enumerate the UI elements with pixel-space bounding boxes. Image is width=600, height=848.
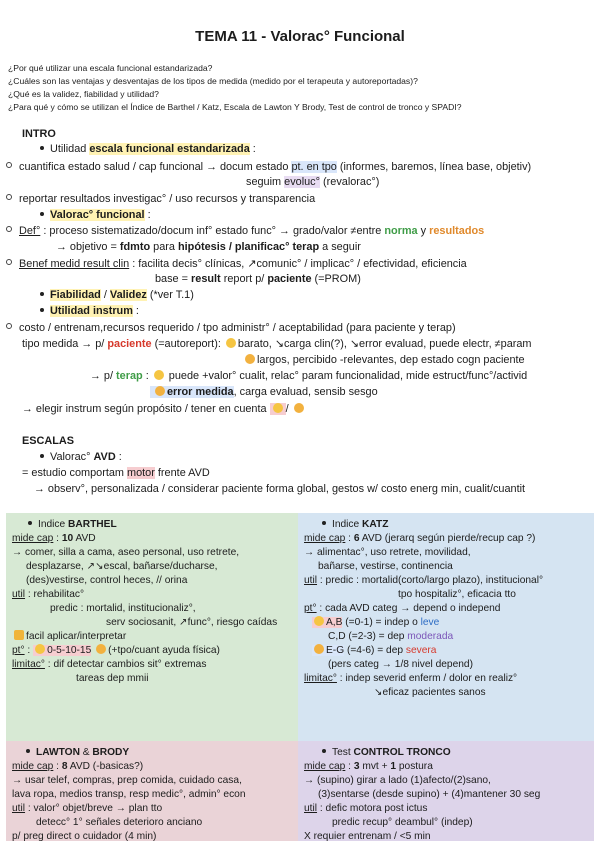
- katz-limitac: limitac° : indep severid enferm / dolor en realiz°: [304, 673, 518, 684]
- control-tronco-card: [298, 741, 594, 841]
- barthel-line: serv sociosanit, ↗func°, riesgo caídas: [106, 617, 278, 628]
- lawton-title: LAWTON & BRODY: [26, 746, 129, 760]
- intro-line-terap: → p/ terap : puede +valor° cualit, relac° param funcionalidad, mide estruct/func°/activid: [90, 370, 528, 382]
- tronco-util: util : defic motora post ictus: [304, 803, 428, 814]
- katz-mide-cap: mide cap : 6 AVD (jerarq según pierde/recup cap ?): [304, 533, 536, 544]
- katz-line: → alimentac°, uso retrete, movilidad,: [304, 547, 471, 558]
- crying-face-icon: [245, 354, 255, 364]
- question-item: ¿Cuáles son las ventajas y desventajas de los tipos de medida (medido por el terapeuta y autoreportadas)?: [8, 76, 418, 86]
- barthel-title: Indice BARTHEL: [28, 518, 117, 532]
- question-list: [8, 62, 462, 114]
- crying-face-icon: [314, 644, 324, 654]
- katz-line: bañarse, vestirse, continencia: [318, 561, 453, 572]
- katz-line: ↘eficaz pacientes sanos: [374, 687, 486, 698]
- barthel-util: util : rehabilitac°: [12, 589, 85, 600]
- tronco-line: → (supino) girar a lado (1)afecto/(2)sano,: [304, 775, 491, 786]
- intro-line-largos: largos, percibido -relevantes, dep estado cogn paciente: [243, 353, 525, 368]
- katz-util: util : predic : mortalid(corto/largo plazo), institucional°: [304, 575, 544, 586]
- crying-face-icon: [96, 644, 106, 654]
- smiling-face-icon: [154, 370, 164, 380]
- tronco-line: X requier entrenam / <5 min: [304, 831, 431, 842]
- lawton-line: lava ropa, medios transp, resp medic°, admin° econ: [12, 789, 246, 800]
- intro-line-costo: costo / entrenam,recursos requerido / tpo administr° / aceptabilidad (para paciente y terap): [6, 321, 456, 336]
- katz-line: tpo hospitaliz°, eficacia tto: [398, 589, 516, 600]
- barthel-line: tareas dep mmii: [76, 673, 149, 684]
- question-item: ¿Qué es la validez, fiabilidad y utilidad?: [8, 89, 159, 99]
- intro-bullet-utilidad: Utilidad escala funcional estandarizada :: [40, 142, 256, 157]
- question-item: ¿Para qué y cómo se utilizan el Índice de Barthel / Katz, Escala de Lawton Y Brody, Test de control de tronco y SPADI?: [8, 102, 462, 112]
- barthel-line: (des)vestirse, control heces, // orina: [26, 575, 188, 586]
- tronco-line: predic recup° deambul° (indep): [332, 817, 473, 828]
- barthel-line: → comer, silla a cama, aseo personal, uso retrete,: [12, 547, 240, 558]
- intro-line-base: base = result report p/ paciente (=PROM): [155, 273, 361, 285]
- katz-title: Indice KATZ: [322, 518, 388, 532]
- thumbs-up-icon: [14, 630, 24, 640]
- crying-face-icon: [155, 386, 165, 396]
- katz-level-leve: A,B (=0-1) = indep o leve: [312, 616, 439, 630]
- smiling-face-icon: [314, 616, 324, 626]
- intro-heading: INTRO: [22, 128, 56, 140]
- intro-bullet-utilidad-instrum: Utilidad instrum :: [40, 304, 139, 319]
- escalas-heading: ESCALAS: [22, 435, 75, 447]
- intro-line-tipo-medida: tipo medida → p/ paciente (=autoreport): barato, ↘carga clin(?), ↘error evaluad, puede electr, ≠param: [22, 338, 532, 350]
- tronco-mide-cap: mide cap : 3 mvt + 1 postura: [304, 761, 433, 772]
- question-item: ¿Por qué utilizar una escala funcional estandarizada?: [8, 63, 213, 73]
- barthel-pt: pt° : 0-5-10-15 (+tpo/cuant ayuda física): [12, 645, 220, 656]
- katz-pt: pt° : cada AVD categ → depend o independ: [304, 603, 501, 614]
- intro-line-elegir: → elegir instrum según propósito / tener en cuenta /: [22, 402, 306, 417]
- katz-level-severa: E-G (=4-6) = dep severa: [312, 644, 436, 658]
- lawton-brody-card: [6, 741, 298, 841]
- intro-line-seguim: seguim evoluc° (revalorac°): [246, 176, 380, 188]
- intro-bullet-fiabilidad: Fiabilidad / Validez (*ver T.1): [40, 288, 194, 303]
- intro-bullet-valorac: Valorac° funcional :: [40, 208, 151, 223]
- page-title: TEMA 11 - Valorac° Funcional: [195, 28, 405, 45]
- intro-line-reportar: reportar resultados investigac° / uso recursos y transparencia: [6, 192, 315, 207]
- barthel-line: desplazarse, ↗↘escal, bañarse/ducharse,: [26, 561, 218, 572]
- smiling-face-icon: [273, 403, 283, 413]
- escalas-line-estudio: = estudio comportam motor frente AVD: [22, 467, 210, 479]
- katz-card: [298, 513, 594, 741]
- barthel-line: predic : mortalid, institucionaliz°,: [50, 603, 196, 614]
- barthel-card: [6, 513, 298, 741]
- smiling-face-icon: [35, 644, 45, 654]
- lawton-line: detecc° 1° señales deterioro anciano: [36, 817, 203, 828]
- barthel-limitac: limitac° : dif detectar cambios sit° extremas: [12, 659, 207, 670]
- escalas-bullet-avd: Valorac° AVD :: [40, 450, 122, 465]
- lawton-mide-cap: mide cap : 8 AVD (-basicas?): [12, 761, 144, 772]
- intro-line-objetivo: → objetivo = fdmto para hipótesis / planificac° terap a seguir: [56, 241, 361, 253]
- lawton-util: util : valor° objet/breve → plan tto: [12, 803, 163, 814]
- katz-level-moderada: C,D (=2-3) = dep moderada: [328, 631, 454, 642]
- intro-line-cuantifica: cuantifica estado salud / cap funcional → docum estado pt. en tpo (informes, baremos, línea base, objetiv): [6, 160, 531, 175]
- escalas-line-observ: → observ°, personalizada / considerar paciente forma global, gestos w/ costo energ min, cualit/cuantit: [34, 483, 526, 495]
- crying-face-icon: [294, 403, 304, 413]
- intro-line-def: Def° : proceso sistematizado/docum inf° estado func° → grado/valor ≠entre norma y resultados: [6, 224, 484, 239]
- lawton-line: → usar telef, compras, prep comida, cuidado casa,: [12, 775, 242, 786]
- lawton-line: p/ preg direct o cuidador (4 min): [12, 831, 157, 842]
- intro-line-error: error medida, carga evaluad, sensib sesgo: [150, 385, 378, 400]
- katz-line: (pers categ → 1/8 nivel depend): [328, 659, 473, 670]
- barthel-line-facil: facil aplicar/interpretar: [12, 630, 126, 644]
- smiling-face-icon: [226, 338, 236, 348]
- tronco-title: Test CONTROL TRONCO: [322, 746, 451, 760]
- barthel-mide-cap: mide cap : 10 AVD: [12, 533, 96, 544]
- intro-line-benef: Benef medid result clin : facilita decis° clínicas, ↗comunic° / implicac° / efectividad, eficiencia: [6, 257, 467, 272]
- tronco-line: (3)sentarse (desde supino) + (4)mantener 30 seg: [318, 789, 541, 800]
